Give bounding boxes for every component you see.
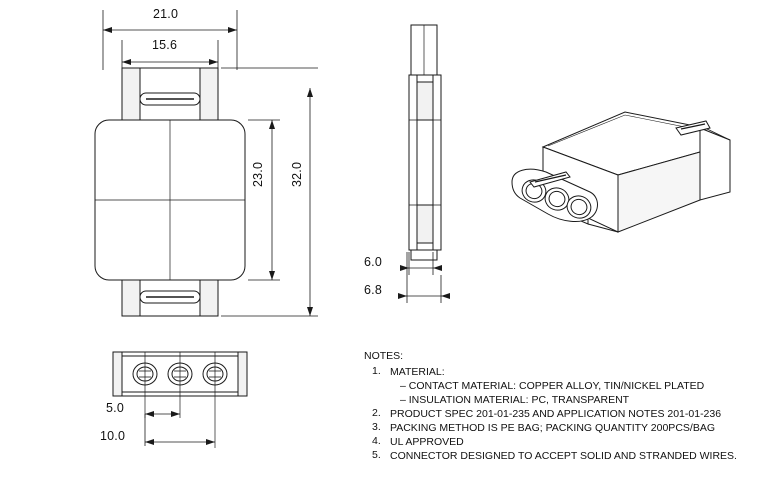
dimension-label-5-0: 5.0 <box>106 401 124 415</box>
note-text-2: PRODUCT SPEC 201-01-235 AND APPLICATION NOTES 201-01-236 <box>390 408 722 420</box>
dimension-label-6-8: 6.8 <box>364 283 382 297</box>
dimension-label-32-0: 32.0 <box>290 161 304 187</box>
note-number-1: 1. <box>372 365 381 377</box>
note-number-2: 2. <box>372 407 381 419</box>
dimension-label-6-0: 6.0 <box>364 255 382 269</box>
notes-heading: NOTES: <box>364 350 404 362</box>
bottom-view-geometry <box>113 352 247 448</box>
isometric-view-geometry <box>512 112 730 232</box>
note-text-1-line-1: MATERIAL: <box>390 366 445 378</box>
note-text-3: PACKING METHOD IS PE BAG; PACKING QUANTITY 200PCS/BAG <box>390 422 715 434</box>
note-text-5: CONNECTOR DESIGNED TO ACCEPT SOLID AND STRANDED WIRES. <box>390 450 737 462</box>
dimension-label-15-6: 15.6 <box>152 38 178 52</box>
note-number-4: 4. <box>372 435 381 447</box>
note-text-4: UL APPROVED <box>390 436 464 448</box>
dimension-label-23-0: 23.0 <box>251 161 265 187</box>
dimension-10-0 <box>145 414 215 446</box>
dimension-5-0 <box>145 411 180 417</box>
dimension-label-10-0: 10.0 <box>100 429 126 443</box>
dimension-label-21-0: 21.0 <box>153 7 179 21</box>
note-number-3: 3. <box>372 421 381 433</box>
note-number-5: 5. <box>372 449 381 461</box>
note-text-1-line-3: – INSULATION MATERIAL: PC, TRANSPARENT <box>400 394 630 406</box>
side-view-geometry <box>409 25 441 260</box>
front-view-geometry <box>95 68 318 316</box>
note-text-1-line-2: – CONTACT MATERIAL: COPPER ALLOY, TIN/NICKEL PLATED <box>400 380 705 392</box>
